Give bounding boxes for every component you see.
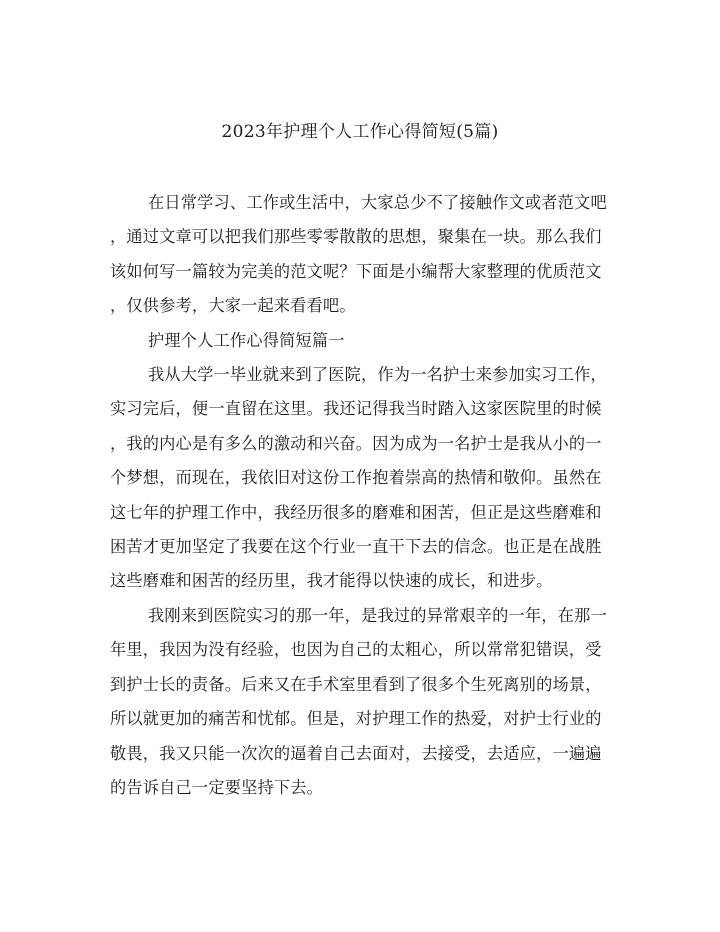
paragraph-line: 个梦想，而现在，我依旧对这份工作抱着崇高的热情和敬仰。虽然在	[110, 468, 602, 488]
paragraph-line: 这七年的护理工作中，我经历很多的磨难和困苦，但正是这些磨难和	[110, 502, 602, 522]
document-title: 2023年护理个人工作心得简短(5篇)	[221, 122, 499, 142]
paragraph-line: 年里，我因为没有经验，也因为自己的太粗心，所以常常犯错误，受	[110, 640, 602, 660]
paragraph-line: 困苦才更加坚定了我要在这个行业一直干下去的信念。也正是在战胜	[110, 537, 602, 557]
document-body	[110, 186, 610, 805]
paragraph-line: 我刚来到医院实习的那一年，是我过的异常艰辛的一年，在那一	[148, 605, 607, 625]
paragraph-line: 敬畏，我又只能一次次的逼着自己去面对，去接受，去适应，一遍遍	[110, 743, 602, 763]
paragraph-line: 所以就更加的痛苦和忧郁。但是，对护理工作的热爱，对护士行业的	[110, 709, 602, 729]
paragraph-line: 在日常学习、工作或生活中，大家总少不了接触作文或者范文吧	[148, 193, 607, 212]
paragraph-line: ，通过文章可以把我们那些零零散散的思想，聚集在一块。那么我们	[110, 227, 602, 247]
paragraph-line: 到护士长的责备。后来又在手术室里看到了很多个生死离别的场景，	[110, 674, 602, 694]
paragraph-line: 我从大学一毕业就来到了医院，作为一名护士来参加实习工作，	[148, 365, 607, 385]
paragraph-line: ，仅供参考，大家一起来看看吧。	[110, 296, 356, 316]
paragraph-line: 的告诉自己一定要坚持下去。	[110, 777, 324, 797]
paragraph-line: 该如何写一篇较为完美的范文呢？下面是小编帮大家整理的优质范文	[110, 261, 602, 281]
section-heading: 护理个人工作心得简短篇一	[148, 330, 345, 350]
paragraph-line: 实习完后，便一直留在这里。我还记得我当时踏入这家医院里的时候	[110, 399, 602, 419]
paragraph-line: 这些磨难和困苦的经历里，我才能得以快速的成长，和进步。	[110, 571, 553, 591]
paragraph-line: ，我的内心是有多么的激动和兴奋。因为成为一名护士是我从小的一	[110, 433, 602, 453]
